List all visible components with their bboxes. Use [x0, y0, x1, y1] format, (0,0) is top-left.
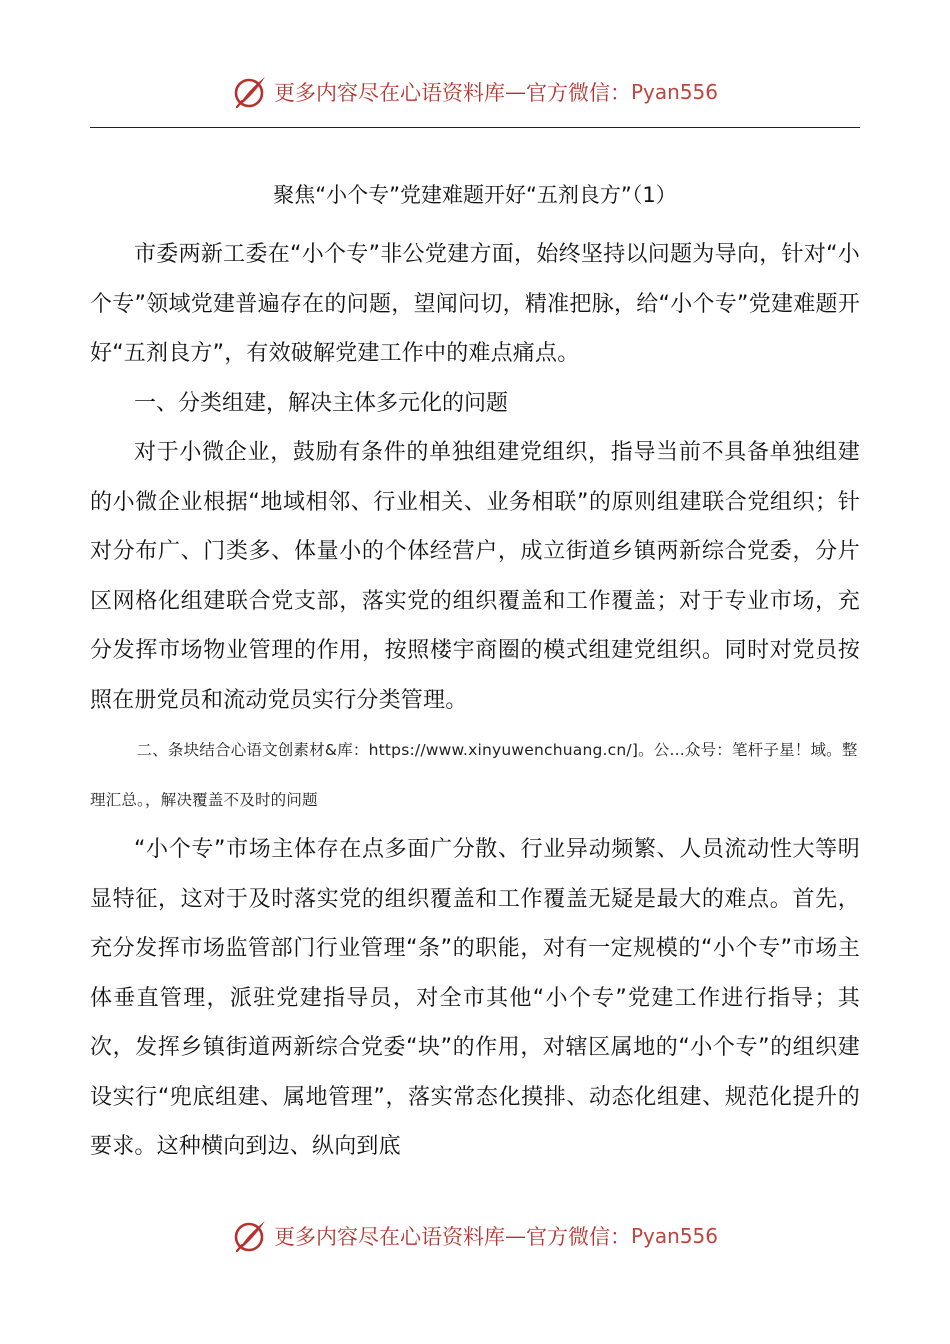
section-2-paragraph: “小个专”市场主体存在点多面广分散、行业异动频繁、人员流动性大等明显特征，这对于及时落实党的组织覆盖和工作覆盖无疑是最大的难点。首先，充分发挥市场监管部门行业管理“条”的职能，对有一定规模的“小个专”市场主体垂直管理，派驻党建指导员，对全市其他“小个专”党建工作进行指导；其次，发挥乡镇街道两新综合党委“块”的作用，对辖区属地的“小个专”的组织建设实行“兜底组建、属地管理”，落实常态化摸排、动态化组建、规范化提升的要求。这种横向到边、纵向到底	[90, 837, 860, 1159]
header-divider	[90, 127, 860, 128]
watermark-separator: —	[504, 80, 526, 104]
intro-paragraph: 市委两新工委在“小个专”非公党建方面，始终坚持以问题为导向，针对“小个专”领域党建普遍存在的问题，望闻问切，精准把脉，给“小个专”党建难题开好“五剂良方”，有效破解党建工作中的难点痛点。	[90, 242, 860, 366]
watermark-separator: —	[504, 1224, 526, 1248]
quill-logo-icon	[232, 74, 268, 110]
watermark-text: 更多内容尽在心语资料库	[273, 81, 505, 105]
section-1-heading: 一、分类组建，解决主体多元化的问题	[134, 390, 509, 416]
watermark-wechat-id: Pyan556	[630, 80, 718, 104]
section-1-paragraph: 对于小微企业，鼓励有条件的单独组建党组织，指导当前不具备单独组建的小微企业根据“地域相邻、行业相关、业务相联”的原则组建联合党组织；针对分布广、门类多、体量小的个体经营户，成立街道乡镇两新综合党委，分片区网格化组建联合党支部，落实党的组织覆盖和工作覆盖；对于专业市场，充分发挥市场物业管理的作用，按照楼宇商圈的模式组建党组织。同时对党员按照在册党员和流动党员实行分类管理。	[90, 440, 860, 713]
document-body	[90, 170, 860, 1172]
watermark-wechat-label: 官方微信：	[525, 81, 631, 105]
document-title: 聚焦“小个专”党建难题开好“五剂良方”（1）	[273, 183, 677, 207]
watermark-wechat-id: Pyan556	[630, 1224, 718, 1248]
quill-logo-icon	[232, 1218, 268, 1254]
footer-watermark	[0, 1214, 950, 1258]
header-watermark	[0, 70, 950, 114]
watermark-text: 更多内容尽在心语资料库	[273, 1225, 505, 1249]
watermark-wechat-label: 官方微信：	[525, 1225, 631, 1249]
section-2-heading: 二、条块结合心语文创素材&库：https://www.xinyuwenchuang.cn/]。公...众号：笔杆子星！域。整理汇总。，解决覆盖不及时的问题	[90, 741, 858, 809]
